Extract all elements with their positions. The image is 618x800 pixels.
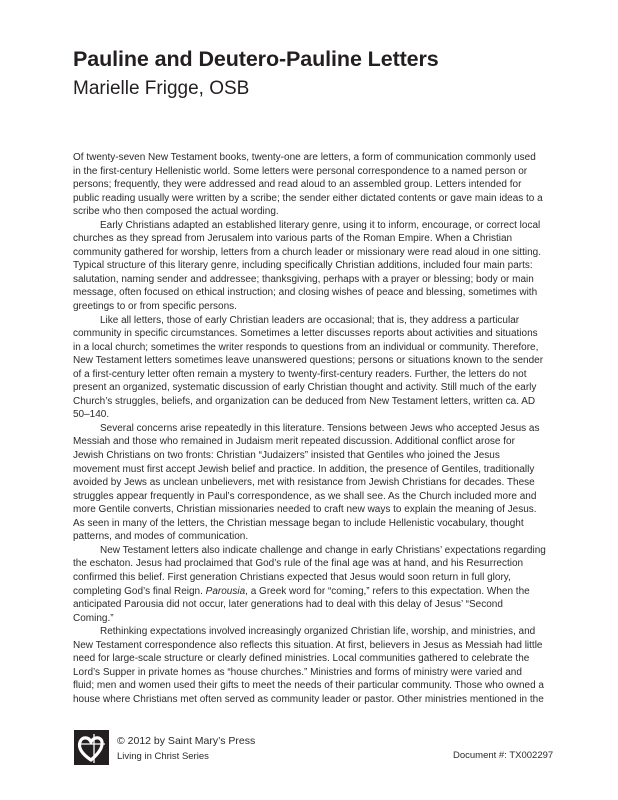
text-line: churches as they spread from Jerusalem into various parts of the Roman Empire. When a Christian	[73, 233, 513, 245]
text-line: Church’s struggles, beliefs, and organization can be deduced from New Testament letters, written ca. AD	[73, 395, 536, 407]
text-line: Like all letters, those of early Christian leaders are occasional; that is, they address a particular	[100, 314, 520, 326]
text-line: Of twenty-seven New Testament books, twenty-one are letters, a form of communication commonly used	[73, 152, 536, 163]
text-line: community gathered for worship, letters from a church leader or missionary were read aloud in one sitting.	[73, 246, 541, 258]
paragraph	[73, 219, 563, 314]
text-line: public reading usually were written by a scribe; the sender either dictated contents or gave main ideas to a	[73, 192, 543, 204]
paragraph	[73, 544, 563, 625]
text-line: New Testament letters sometimes leave unanswered questions; persons or situations known to the sender	[73, 355, 544, 367]
text-line: Early Christians adapted an established literary genre, using it to inform, encourage, or correct local	[100, 219, 541, 231]
text-segment: completing God’s final Reign.	[73, 585, 203, 597]
text-line: Messiah and those who remained in Judaism merit repeated discussion. Additional conflict arose for	[73, 436, 515, 448]
paragraph	[73, 314, 563, 422]
text-line: Coming.”	[73, 612, 114, 624]
text-segment: , a Greek word for “coming,” refers to this expectation. When the	[245, 585, 530, 597]
text-line: Jewish Christians on two fronts: Christian “Judaizers” insisted that Gentiles who joined the Jesus	[73, 450, 500, 462]
text-line: message, often focused on ethical instruction; and closing wishes of peace and blessing, sometimes with	[73, 287, 538, 299]
text-line: scribe who then composed the actual wording.	[73, 206, 279, 218]
text-line: 50–140.	[73, 409, 110, 421]
text-line: Rethinking expectations involved increasingly organized Christian life, worship, and ministries, and	[100, 626, 536, 638]
text-line: of a first-century letter often remain a mystery to twenty-first-century readers. Further, the letters do not	[73, 368, 527, 380]
publisher-logo-icon	[74, 730, 109, 765]
text-line-mixed	[73, 585, 563, 599]
text-line: need for large-scale structure or clearly defined ministries. Local communities gathered to celebrate the	[73, 653, 530, 665]
text-line: in a local church; sometimes the writer responds to questions from an individual or community. Therefore,	[73, 341, 539, 353]
text-line: the eschaton. Jesus had proclaimed that God’s rule of the final age was at hand, and his Resurrection	[73, 558, 524, 570]
text-line: avoided by Jews as unclean unbelievers, met with resistance from Jewish Christians for decades. These	[73, 477, 535, 489]
text-line: New Testament letters also indicate challenge and change in early Christians’ expectations regarding	[100, 544, 546, 556]
italic-term: Parousia	[205, 585, 246, 597]
paragraph	[73, 422, 563, 544]
text-line: house where Christians met often served as community leader or pastor. Other ministries mentioned in the	[73, 693, 544, 705]
document-body	[73, 151, 563, 706]
text-line: anticipated Parousia did not occur, later generations had to deal with this delay of Jesus’ “Second	[73, 599, 503, 611]
text-line: greetings to or from specific persons.	[73, 301, 237, 313]
text-line: confirmed this belief. First generation Christians expected that Jesus would soon return in full glory,	[73, 571, 511, 583]
document-number: Document #: TX002297	[453, 750, 554, 761]
text-line: Lord’s Supper in private homes as “house churches.” Ministries and forms of ministry were varied and	[73, 666, 522, 678]
text-line: salutation, naming sender and addressee; thanksgiving, perhaps with a prayer or blessing; body or main	[73, 273, 534, 285]
text-line: more Gentile converts, Christian missionaries needed to craft new ways to explain the meaning of Jesus.	[73, 504, 537, 516]
text-line: present an organized, systematic discussion of early Christian thought and activity. Still much of the early	[73, 382, 537, 394]
text-line: Several concerns arise repeatedly in this literature. Tensions between Jews who accepted Jesus as	[100, 422, 540, 434]
series-text: Living in Christ Series	[117, 751, 209, 762]
text-line: persons; frequently, they were addressed and read aloud to an assembled group. Letters intended for	[73, 179, 522, 191]
paragraph	[73, 625, 563, 706]
document-title: Pauline and Deutero-Pauline Letters	[73, 47, 439, 71]
text-line: New Testament correspondence also reflects this situation. At first, believers in Jesus as Messiah had little	[73, 639, 543, 651]
text-line: community in specific circumstances. Sometimes a letter discusses reports about activities and situations	[73, 328, 538, 340]
heart-cross-icon	[74, 730, 109, 765]
document-author: Marielle Frigge, OSB	[73, 78, 250, 99]
text-line: fluid; men and women used their gifts to meet the needs of their particular community. Those who owned a	[73, 680, 544, 692]
text-line: As seen in many of the letters, the Christian message began to include Hellenistic vocabulary, thought	[73, 517, 524, 529]
text-line: Typical structure of this literary genre, including specifically Christian additions, included four main parts:	[73, 260, 533, 272]
copyright-text: © 2012 by Saint Mary’s Press	[117, 735, 256, 747]
text-line: movement must first accept Jewish belief and practice. In addition, the presence of Gentiles, traditionally	[73, 463, 535, 475]
paragraph	[73, 151, 563, 219]
text-line: struggles appear frequently in Paul’s correspondence, as we shall see. As the Church included more and	[73, 490, 537, 502]
text-line: in the first-century Hellenistic world. Some letters were personal correspondence to a named person or	[73, 165, 528, 177]
text-line: patterns, and modes of communication.	[73, 531, 249, 543]
